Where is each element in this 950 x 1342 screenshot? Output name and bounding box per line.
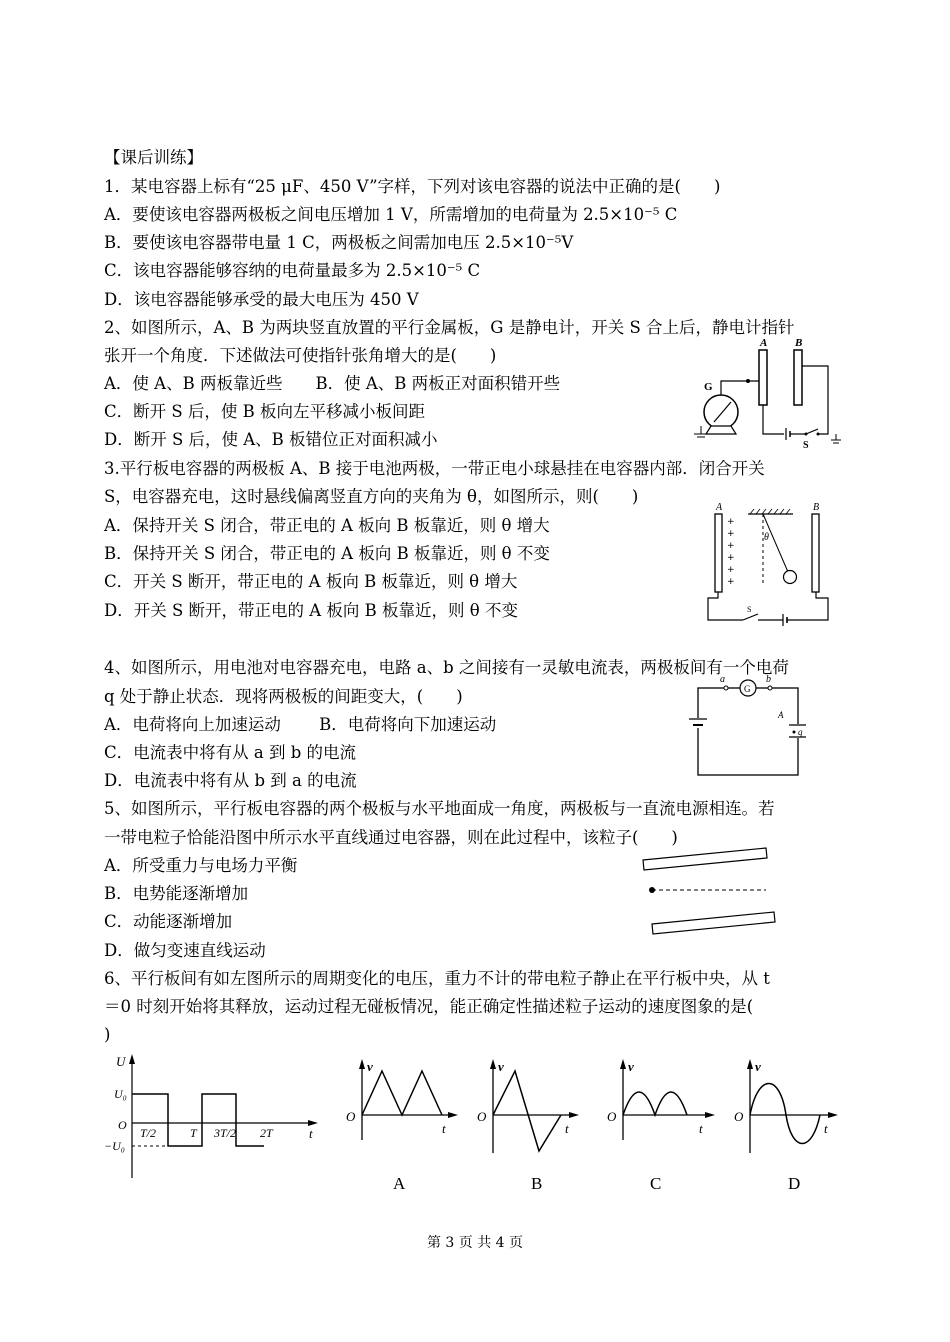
svg-text:+: + bbox=[727, 565, 735, 575]
q5-stem-line2: 一带电粒子恰能沿图中所示水平直线通过电容器，则在此过程中，该粒子( ) bbox=[104, 828, 678, 847]
q6-u0-label: U₀ bbox=[114, 1087, 127, 1101]
q6-u-graph bbox=[104, 1050, 326, 1180]
svg-text:O: O bbox=[346, 1109, 356, 1124]
q6-vgraph-a[interactable] bbox=[342, 1055, 462, 1145]
q1-option-a[interactable]: A．要使该电容器两极板之间电压增加 1 V，所需增加的电荷量为 2.5×10⁻⁵ C bbox=[104, 205, 678, 224]
q3-option-a[interactable]: A．保持开关 S 闭合，带正电的 A 板向 B 板靠近，则 θ 增大 bbox=[104, 516, 550, 535]
q2-label-g: G bbox=[704, 381, 713, 393]
q2-plate-b bbox=[794, 350, 802, 405]
q3-option-b[interactable]: B．保持开关 S 闭合，带正电的 A 板向 B 板靠近，则 θ 不变 bbox=[104, 544, 550, 563]
q2-label-s: S bbox=[803, 440, 809, 451]
q3-label-s: S bbox=[747, 605, 752, 614]
q6-tick-2t: 2T bbox=[260, 1126, 273, 1140]
q6-t-axis-label: t bbox=[309, 1126, 313, 1141]
q5-option-c[interactable]: C．动能逐渐增加 bbox=[104, 912, 233, 931]
q3-label-b: B bbox=[813, 502, 820, 513]
svg-text:+: + bbox=[727, 541, 735, 551]
svg-text:+: + bbox=[727, 553, 735, 563]
q2-label-b: B bbox=[795, 337, 803, 349]
q4-stem-line2: q 处于静止状态．现将两极板的间距变大，( ) bbox=[104, 687, 463, 706]
q6-origin-label: O bbox=[118, 1118, 127, 1132]
q2-option-d[interactable]: D．断开 S 后，使 A、B 板错位正对面积减小 bbox=[104, 430, 438, 449]
q6-option-b-label[interactable]: B bbox=[531, 1174, 543, 1193]
q3-label-a: A bbox=[716, 502, 723, 513]
svg-text:O: O bbox=[477, 1109, 487, 1124]
q3-stem-line1: 3.平行板电容器的两极板 A、B 接于电池两极，一带正电小球悬挂在电容器内部．闭合开关 bbox=[104, 459, 765, 478]
q3-label-theta: θ bbox=[764, 532, 769, 543]
q2-figure bbox=[676, 336, 846, 454]
svg-text:O: O bbox=[734, 1109, 744, 1124]
q6-option-d-label[interactable]: D bbox=[788, 1174, 801, 1193]
q4-label-g: G bbox=[744, 684, 751, 694]
q5-stem-line1: 5、如图所示，平行板电容器的两个极板与水平地面成一角度，两极板与一直流电源相连。若 bbox=[104, 799, 775, 818]
svg-text:v: v bbox=[367, 1059, 373, 1074]
q3-option-d[interactable]: D．开关 S 断开，带正电的 A 板向 B 板靠近，则 θ 不变 bbox=[104, 601, 518, 620]
q2-stem-line2: 张开一个角度．下述做法可使指针张角增大的是( ) bbox=[104, 346, 497, 365]
q3-stem-line2: S，电容器充电，这时悬线偏离竖直方向的夹角为 θ，如图所示，则( ) bbox=[104, 487, 639, 506]
svg-text:+: + bbox=[727, 577, 735, 587]
q5-figure bbox=[638, 840, 783, 940]
q5-option-d[interactable]: D．做匀变速直线运动 bbox=[104, 941, 266, 960]
q2-option-c[interactable]: C．断开 S 后，使 B 板向左平移减小板间距 bbox=[104, 402, 426, 421]
svg-text:t: t bbox=[442, 1121, 446, 1136]
svg-text:+: + bbox=[727, 517, 735, 527]
svg-text:O: O bbox=[607, 1109, 617, 1124]
q1-option-b[interactable]: B．要使该电容器带电量 1 C，两极板之间需加电压 2.5×10⁻⁵V bbox=[104, 233, 574, 252]
q4-figure bbox=[686, 672, 806, 780]
charged-ball-icon bbox=[784, 571, 797, 584]
q4-option-ab[interactable]: A．电荷将向上加速运动 B．电荷将向下加速运动 bbox=[104, 715, 497, 734]
q6-stem-line2: ＝0 时刻开始将其释放，运动过程无碰板情况，能正确定性描述粒子运动的速度图象的是( bbox=[104, 997, 754, 1016]
svg-text:t: t bbox=[699, 1121, 703, 1136]
q1-option-d[interactable]: D．该电容器能够承受的最大电压为 450 V bbox=[104, 290, 419, 309]
q4-label-a: a bbox=[720, 674, 725, 685]
q4-stem-line1: 4、如图所示，用电池对电容器充电，电路 a、b 之间接有一灵敏电流表，两极板间有一个电荷 bbox=[104, 658, 789, 677]
svg-text:t: t bbox=[824, 1121, 828, 1136]
q4-label-plate: A bbox=[778, 710, 784, 720]
q1-stem: 1．某电容器上标有“25 μF、450 V”字样，下列对该电容器的说法中正确的是( ) bbox=[104, 177, 721, 196]
q6-stem-line3: ) bbox=[104, 1025, 111, 1044]
electrometer-icon bbox=[704, 395, 738, 429]
q6-u-axis-label: U bbox=[116, 1054, 126, 1069]
svg-text:v: v bbox=[755, 1059, 761, 1074]
q4-label-b: b bbox=[766, 674, 771, 685]
svg-text:t: t bbox=[565, 1121, 569, 1136]
q6-vgraph-b[interactable] bbox=[473, 1055, 593, 1155]
q4-label-q: q bbox=[798, 727, 803, 737]
q3-figure bbox=[703, 500, 843, 635]
page-footer: 第 3 页 共 4 页 bbox=[426, 1235, 524, 1251]
q6-tick-half-t: T/2 bbox=[140, 1126, 157, 1140]
q5-option-b[interactable]: B．电势能逐渐增加 bbox=[104, 884, 249, 903]
q5-upper-plate bbox=[643, 848, 767, 870]
q6-vgraph-c[interactable] bbox=[603, 1055, 723, 1145]
q3-option-c[interactable]: C．开关 S 断开，带正电的 A 板向 B 板靠近，则 θ 增大 bbox=[104, 572, 518, 591]
q2-plate-a bbox=[759, 350, 767, 405]
q6-option-a-label[interactable]: A bbox=[393, 1174, 406, 1193]
q4-option-c[interactable]: C．电流表中将有从 a 到 b 的电流 bbox=[104, 743, 357, 762]
q6-tick-t: T bbox=[190, 1126, 197, 1140]
q6-neg-u0-label: −U₀ bbox=[104, 1139, 125, 1153]
q5-option-a[interactable]: A．所受重力与电场力平衡 bbox=[104, 856, 298, 875]
q6-vgraph-d[interactable] bbox=[730, 1055, 850, 1155]
q6-option-c-label[interactable]: C bbox=[650, 1174, 662, 1193]
q6-stem-line1: 6、平行板间有如左图所示的周期变化的电压，重力不计的带电粒子静止在平行板中央，从 t bbox=[104, 969, 770, 988]
q5-lower-plate bbox=[652, 912, 775, 934]
q2-stem-line1: 2、如图所示，A、B 为两块竖直放置的平行金属板，G 是静电计，开关 S 合上后，静电计指针 bbox=[104, 318, 795, 337]
q2-label-a: A bbox=[760, 337, 768, 349]
q4-option-d[interactable]: D．电流表中将有从 b 到 a 的电流 bbox=[104, 771, 357, 790]
section-title: 【课后训练】 bbox=[104, 148, 203, 167]
svg-text:v: v bbox=[628, 1059, 634, 1074]
q3-plate-a bbox=[715, 514, 722, 592]
q3-plate-b bbox=[812, 514, 819, 592]
q1-option-c[interactable]: C．该电容器能够容纳的电荷量最多为 2.5×10⁻⁵ C bbox=[104, 261, 481, 280]
q6-tick-3half-t: 3T/2 bbox=[214, 1126, 237, 1140]
q2-option-ab[interactable]: A．使 A、B 两板靠近些 B．使 A、B 两板正对面积错开些 bbox=[104, 374, 561, 393]
svg-text:+: + bbox=[727, 529, 735, 539]
svg-text:v: v bbox=[498, 1059, 504, 1074]
